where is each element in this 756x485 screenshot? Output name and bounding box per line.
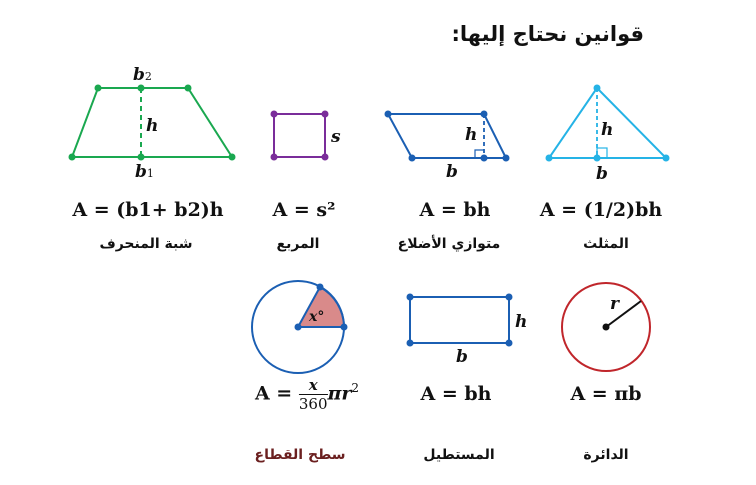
- square-formula: A = s²: [272, 199, 336, 221]
- parallelogram-name: متوازي الأضلاع: [397, 236, 501, 252]
- sector-angle-label: x°: [309, 309, 325, 325]
- rectangle-formula: A = bh: [420, 383, 492, 405]
- circle-figure: [562, 283, 650, 371]
- sector-formula-fraction: [299, 376, 328, 413]
- parallelogram-formula: A = bh: [419, 199, 491, 221]
- parallelogram-base-label: b: [446, 162, 458, 182]
- trapezoid-bottom-label: b1: [135, 162, 154, 182]
- rectangle-base-label: b: [456, 347, 468, 367]
- triangle-formula: A = (1/2)bh: [539, 199, 663, 221]
- triangle-figure: [546, 85, 670, 185]
- triangle-base-label: b: [596, 164, 608, 184]
- rectangle-figure: [407, 294, 528, 368]
- square-side-label: s: [331, 127, 341, 147]
- trapezoid-top-label: b2: [133, 65, 152, 85]
- sector-formula-prefix: A =: [254, 382, 293, 405]
- parallelogram-height-label: h: [465, 125, 478, 145]
- trapezoid-height-label: h: [146, 116, 159, 136]
- triangle-height-label: h: [601, 120, 614, 140]
- sector-formula-numerator: x: [299, 376, 328, 395]
- circle-radius-label: r: [610, 294, 619, 314]
- rectangle-name: المستطيل: [423, 447, 495, 463]
- page-title: قوانين نحتاج إليها:: [451, 22, 644, 46]
- sector-name: سطح القطاع: [254, 447, 346, 463]
- trapezoid-formula: A = (b1+ b2)h: [72, 199, 224, 221]
- trapezoid-figure: [69, 65, 236, 182]
- triangle-name: المثلث: [583, 236, 629, 252]
- sector-figure: [252, 281, 348, 373]
- sector-formula-denominator: 360: [298, 395, 328, 413]
- sector-formula: [255, 376, 359, 413]
- circle-name: الدائرة: [583, 447, 629, 463]
- sector-formula-exponent: 2: [351, 381, 360, 396]
- trapezoid-name: شبة المنحرف: [99, 236, 193, 252]
- circle-formula: A = πb: [570, 383, 642, 405]
- parallelogram-figure: [385, 111, 510, 183]
- rectangle-height-label: h: [515, 312, 528, 332]
- square-figure: [271, 111, 342, 161]
- sector-formula-suffix: πr: [327, 382, 352, 405]
- square-name: المربع: [276, 236, 320, 252]
